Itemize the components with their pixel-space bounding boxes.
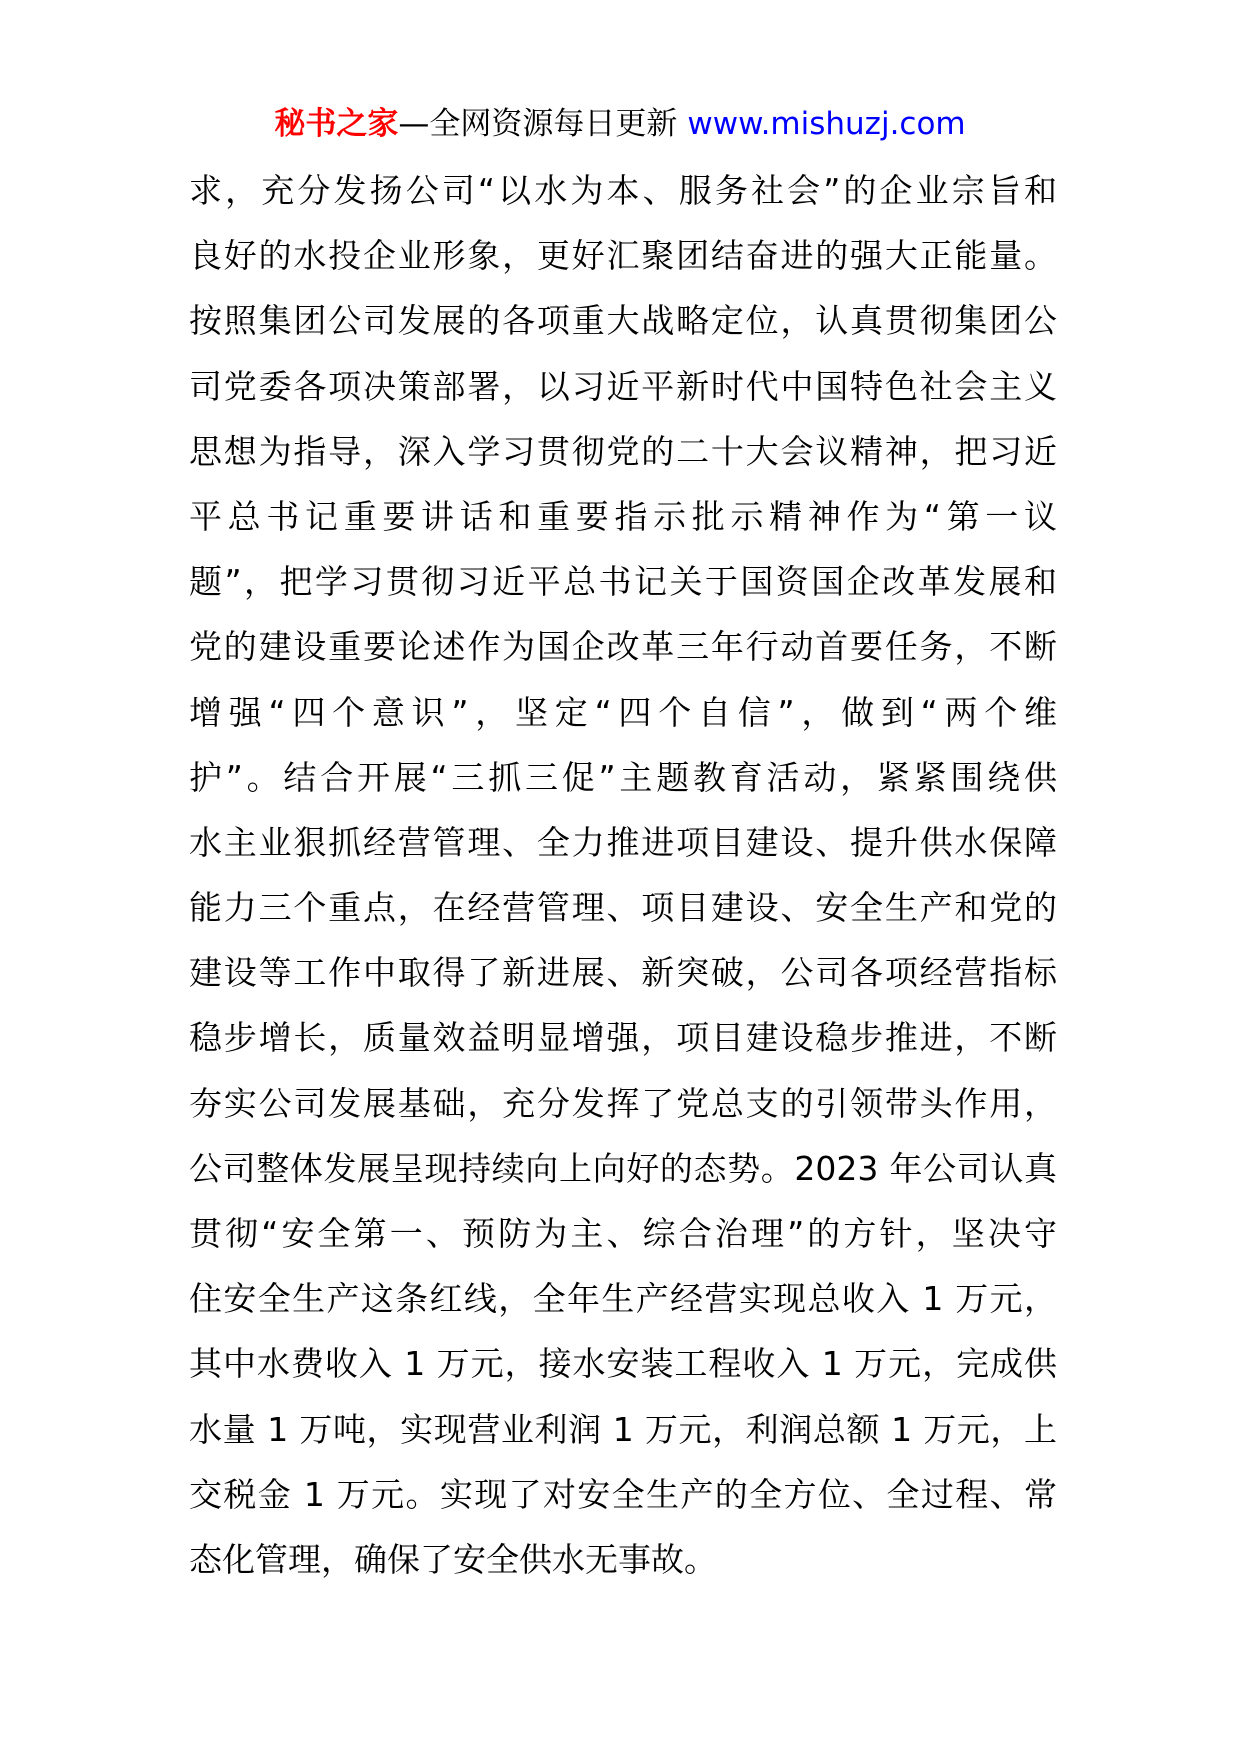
text-line: 水量 1 万吨，实现营业利润 1 万元，利润总额 1 万元，上: [189, 1409, 1057, 1449]
text-line: 建设等工作中取得了新进展、新突破，公司各项经营指标: [189, 953, 1057, 993]
site-brand: 秘书之家: [274, 106, 399, 142]
text-line: 能力三个重点，在经营管理、项目建设、安全生产和党的: [189, 888, 1057, 928]
text-line: 稳步增长，质量效益明显增强，项目建设稳步推进，不断: [189, 1018, 1057, 1058]
text-line: 思想为指导，深入学习贯彻党的二十大会议精神，把习近: [189, 431, 1057, 471]
document-body: [189, 158, 1057, 1592]
text-line: 题”，把学习贯彻习近平总书记关于国资国企改革发展和: [189, 562, 1057, 602]
site-tagline: —全网资源每日更新: [398, 106, 678, 142]
text-line: 司党委各项决策部署，以习近平新时代中国特色社会主义: [189, 366, 1057, 406]
text-line: 增强“四个意识”，坚定“四个自信”，做到“两个维: [189, 692, 1057, 732]
text-line: 良好的水投企业形象，更好汇聚团结奋进的强大正能量。: [189, 236, 1057, 276]
text-line: 夯实公司发展基础，充分发挥了党总支的引领带头作用，: [189, 1083, 1057, 1123]
text-line: 平总书记重要讲话和重要指示批示精神作为“第一议: [189, 496, 1057, 536]
site-url-link[interactable]: www.mishuzj.com: [687, 106, 966, 142]
text-line: 公司整体发展呈现持续向上向好的态势。2023 年公司认真: [189, 1148, 1057, 1188]
text-line: 其中水费收入 1 万元，接水安装工程收入 1 万元，完成供: [189, 1344, 1057, 1384]
text-line: 护”。结合开展“三抓三促”主题教育活动，紧紧围绕供: [189, 757, 1057, 797]
text-line: 党的建设重要论述作为国企改革三年行动首要任务，不断: [189, 627, 1057, 667]
page-header: [0, 102, 1240, 146]
text-line: 按照集团公司发展的各项重大战略定位，认真贯彻集团公: [189, 301, 1057, 341]
text-line: 住安全生产这条红线，全年生产经营实现总收入 1 万元，: [189, 1279, 1057, 1319]
text-line: 交税金 1 万元。实现了对安全生产的全方位、全过程、常: [189, 1474, 1057, 1514]
text-line: 水主业狠抓经营管理、全力推进项目建设、提升供水保障: [189, 822, 1057, 862]
text-line: 贯彻“安全第一、预防为主、综合治理”的方针，坚决守: [189, 1214, 1057, 1253]
text-line: 求，充分发扬公司“以水为本、服务社会”的企业宗旨和: [189, 171, 1057, 210]
text-line: 态化管理，确保了安全供水无事故。: [189, 1539, 717, 1579]
